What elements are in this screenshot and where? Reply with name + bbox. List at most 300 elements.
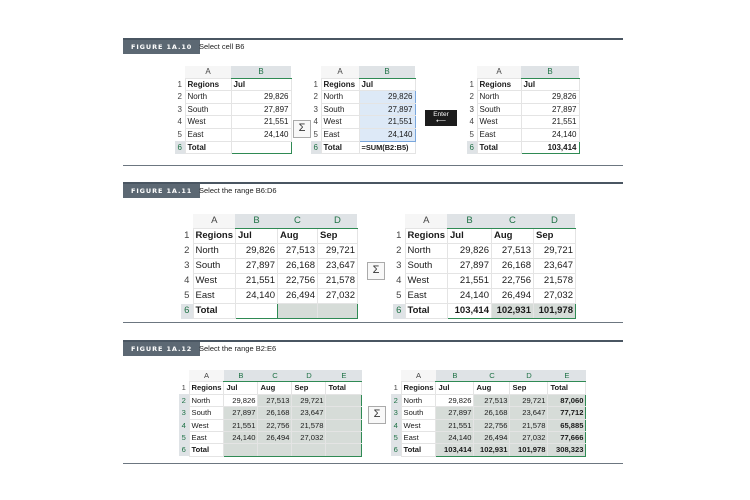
table-row bbox=[391, 394, 586, 406]
row-header[interactable]: 2 bbox=[177, 92, 182, 102]
cell-d1[interactable]: Sep bbox=[292, 382, 326, 394]
cell-b1[interactable]: Jul bbox=[447, 229, 491, 244]
table-row bbox=[391, 432, 586, 444]
figure-1a11 bbox=[123, 182, 623, 324]
column-header-c[interactable]: C bbox=[474, 370, 510, 382]
cell-b1[interactable]: Jul bbox=[436, 382, 474, 394]
row-header[interactable]: 5 bbox=[184, 290, 190, 301]
cell-a6[interactable]: Total bbox=[193, 304, 235, 319]
cell-a3[interactable]: South bbox=[189, 407, 224, 419]
table-row bbox=[181, 229, 357, 244]
table-row bbox=[175, 141, 291, 154]
cell-b3[interactable]: 27,897 bbox=[359, 103, 415, 116]
table-row bbox=[391, 419, 586, 431]
cell-c2[interactable]: 27,513 bbox=[474, 394, 510, 406]
row-header[interactable]: 3 bbox=[184, 260, 190, 271]
cell-c1[interactable]: Aug bbox=[277, 229, 317, 244]
column-header-c[interactable]: C bbox=[491, 214, 533, 229]
cell-d3[interactable]: 23,647 bbox=[292, 407, 326, 419]
table-row bbox=[175, 91, 291, 104]
worksheet-result bbox=[467, 66, 580, 154]
figure-label: FIGURE 1A.10 bbox=[123, 40, 200, 54]
cell-d2[interactable]: 29,721 bbox=[292, 394, 326, 406]
column-header-row bbox=[467, 66, 579, 78]
cell-d3[interactable]: 23,647 bbox=[317, 259, 357, 274]
spreadsheet-grid bbox=[175, 66, 292, 154]
cell-e1[interactable]: Total bbox=[326, 382, 362, 394]
cell-b6[interactable]: 103,414 bbox=[436, 444, 474, 456]
cell-d4[interactable]: 21,578 bbox=[533, 274, 575, 289]
cell-e6[interactable]: 308,323 bbox=[548, 444, 586, 456]
worksheet-result bbox=[393, 214, 576, 319]
row-header[interactable]: 2 bbox=[396, 245, 402, 256]
row-header[interactable]: 1 bbox=[313, 79, 318, 89]
table-row bbox=[179, 382, 362, 394]
cell-b6[interactable] bbox=[224, 444, 258, 456]
column-header-d[interactable]: D bbox=[292, 370, 326, 382]
row-header[interactable]: 3 bbox=[469, 104, 474, 114]
column-header-d[interactable]: D bbox=[533, 214, 575, 229]
cell-c2[interactable]: 27,513 bbox=[491, 244, 533, 259]
cell-b1[interactable]: Jul bbox=[235, 229, 277, 244]
column-header-row bbox=[393, 214, 575, 229]
row-header[interactable]: 5 bbox=[396, 290, 402, 301]
cell-a6[interactable]: Total bbox=[321, 141, 359, 154]
table-row bbox=[467, 103, 579, 116]
cell-d2[interactable]: 29,721 bbox=[533, 244, 575, 259]
spreadsheet-grid bbox=[311, 66, 416, 154]
column-header-d[interactable]: D bbox=[510, 370, 548, 382]
cell-d1[interactable]: Sep bbox=[533, 229, 575, 244]
row-header[interactable]: 6 bbox=[391, 444, 401, 456]
table-row bbox=[311, 78, 415, 91]
cell-a3[interactable]: South bbox=[193, 259, 235, 274]
table-row bbox=[179, 419, 362, 431]
column-header-b[interactable]: B bbox=[436, 370, 474, 382]
row-header[interactable]: 1 bbox=[177, 79, 182, 89]
table-row bbox=[175, 116, 291, 129]
cell-d5[interactable]: 27,032 bbox=[317, 289, 357, 304]
cell-b5[interactable]: 24,140 bbox=[447, 289, 491, 304]
worksheet-formula bbox=[311, 66, 416, 154]
column-header-c[interactable]: C bbox=[277, 214, 317, 229]
column-header-row bbox=[179, 370, 362, 382]
corner-cell bbox=[175, 66, 185, 78]
row-header[interactable]: 1 bbox=[393, 383, 398, 393]
cell-a5[interactable]: East bbox=[189, 432, 224, 444]
table-row bbox=[311, 91, 415, 104]
row-header[interactable]: 5 bbox=[391, 432, 401, 444]
cell-a1[interactable]: Regions bbox=[321, 78, 359, 91]
cell-e2[interactable]: 87,060 bbox=[548, 394, 586, 406]
table-row bbox=[179, 432, 362, 444]
column-header-b[interactable]: B bbox=[359, 66, 415, 78]
cell-b4[interactable]: 21,551 bbox=[359, 116, 415, 129]
table-row bbox=[175, 128, 291, 141]
cell-d3[interactable]: 23,647 bbox=[510, 407, 548, 419]
cell-c1[interactable]: Aug bbox=[258, 382, 292, 394]
cell-b5[interactable]: 24,140 bbox=[235, 289, 277, 304]
figure-title: Select the range B2:E6 bbox=[199, 344, 277, 353]
column-header-b[interactable]: B bbox=[235, 214, 277, 229]
column-header-a[interactable]: A bbox=[321, 66, 359, 78]
table-row bbox=[181, 304, 357, 319]
cell-c1[interactable]: Aug bbox=[474, 382, 510, 394]
column-header-a[interactable]: A bbox=[193, 214, 235, 229]
cell-a6[interactable]: Total bbox=[477, 141, 521, 154]
column-header-d[interactable]: D bbox=[317, 214, 357, 229]
cell-e5[interactable]: 77,666 bbox=[548, 432, 586, 444]
figure-1a10 bbox=[123, 38, 623, 168]
row-header[interactable]: 4 bbox=[184, 275, 190, 286]
cell-e3[interactable]: 77,712 bbox=[548, 407, 586, 419]
cell-b2[interactable]: 29,826 bbox=[231, 91, 291, 104]
enter-arrow-icon: ⟵ bbox=[435, 118, 447, 125]
cell-b1[interactable]: Jul bbox=[359, 78, 415, 91]
active-cell-b2[interactable]: 29,826 bbox=[224, 394, 258, 406]
cell-b4[interactable]: 21,551 bbox=[447, 274, 491, 289]
cell-c6[interactable]: 102,931 bbox=[491, 304, 533, 319]
row-header[interactable]: 5 bbox=[469, 129, 474, 139]
row-header[interactable]: 6 bbox=[179, 444, 189, 456]
cell-a1[interactable]: Regions bbox=[401, 382, 436, 394]
cell-d1[interactable]: Sep bbox=[510, 382, 548, 394]
cell-b1[interactable]: Jul bbox=[224, 382, 258, 394]
cell-b5[interactable]: 24,140 bbox=[359, 128, 415, 141]
row-header[interactable]: 2 bbox=[179, 394, 189, 406]
cell-b3[interactable]: 27,897 bbox=[521, 103, 579, 116]
cell-a2[interactable]: North bbox=[185, 91, 231, 104]
table-row bbox=[175, 103, 291, 116]
cell-a1[interactable]: Regions bbox=[189, 382, 224, 394]
row-header[interactable]: 6 bbox=[175, 141, 185, 154]
cell-b2[interactable]: 29,826 bbox=[521, 91, 579, 104]
cell-d4[interactable]: 21,578 bbox=[292, 419, 326, 431]
table-row bbox=[179, 394, 362, 406]
column-header-b[interactable]: B bbox=[447, 214, 491, 229]
figure-divider bbox=[123, 165, 623, 166]
cell-b2[interactable]: 29,826 bbox=[447, 244, 491, 259]
cell-d1[interactable]: Sep bbox=[317, 229, 357, 244]
row-header[interactable]: 1 bbox=[396, 230, 402, 241]
cell-c4[interactable]: 22,756 bbox=[258, 419, 292, 431]
table-row bbox=[393, 289, 575, 304]
table-row bbox=[181, 274, 357, 289]
cell-e4[interactable]: 65,885 bbox=[548, 419, 586, 431]
autosum-sigma-icon[interactable]: Σ bbox=[368, 406, 386, 424]
cell-a3[interactable]: South bbox=[405, 259, 447, 274]
spreadsheet-grid bbox=[391, 370, 586, 457]
row-header[interactable]: 5 bbox=[177, 129, 182, 139]
row-header[interactable]: 4 bbox=[391, 419, 401, 431]
table-row bbox=[181, 289, 357, 304]
cell-a3[interactable]: South bbox=[321, 103, 359, 116]
corner-cell bbox=[181, 214, 193, 229]
column-header-b[interactable]: B bbox=[224, 370, 258, 382]
row-header[interactable]: 4 bbox=[179, 419, 189, 431]
cell-e6[interactable] bbox=[326, 444, 362, 456]
row-header[interactable]: 6 bbox=[181, 304, 193, 319]
spreadsheet-grid bbox=[393, 214, 576, 319]
corner-cell bbox=[179, 370, 189, 382]
cell-e1[interactable]: Total bbox=[548, 382, 586, 394]
autosum-sigma-icon[interactable]: Σ bbox=[293, 120, 311, 138]
table-row bbox=[393, 244, 575, 259]
cell-d4[interactable]: 21,578 bbox=[510, 419, 548, 431]
table-row bbox=[311, 103, 415, 116]
cell-c5[interactable]: 26,494 bbox=[277, 289, 317, 304]
cell-b4[interactable]: 21,551 bbox=[521, 116, 579, 129]
formula-cell-b6[interactable]: =SUM(B2:B5) bbox=[359, 141, 415, 154]
enter-key-label: Enter bbox=[433, 111, 449, 118]
cell-d6[interactable] bbox=[317, 304, 357, 319]
row-header[interactable]: 6 bbox=[467, 141, 477, 154]
spreadsheet-grid bbox=[181, 214, 358, 319]
cell-b4[interactable]: 21,551 bbox=[436, 419, 474, 431]
table-row bbox=[311, 141, 415, 154]
table-row bbox=[393, 259, 575, 274]
table-row bbox=[181, 244, 357, 259]
cell-c4[interactable]: 22,756 bbox=[491, 274, 533, 289]
worksheet-before bbox=[181, 214, 358, 319]
cell-b5[interactable]: 24,140 bbox=[231, 128, 291, 141]
column-header-row bbox=[181, 214, 357, 229]
cell-e2[interactable] bbox=[326, 394, 362, 406]
cell-a5[interactable]: East bbox=[185, 128, 231, 141]
corner-cell bbox=[311, 66, 321, 78]
column-header-e[interactable]: E bbox=[326, 370, 362, 382]
table-row bbox=[467, 116, 579, 129]
cell-a2[interactable]: North bbox=[193, 244, 235, 259]
active-cell-b2[interactable]: 29,826 bbox=[436, 394, 474, 406]
cell-b3[interactable]: 27,897 bbox=[436, 407, 474, 419]
cell-d2[interactable]: 29,721 bbox=[510, 394, 548, 406]
cell-c5[interactable]: 26,494 bbox=[258, 432, 292, 444]
column-header-row bbox=[391, 370, 586, 382]
cell-a3[interactable]: South bbox=[185, 103, 231, 116]
row-header[interactable]: 2 bbox=[184, 245, 190, 256]
row-header[interactable]: 6 bbox=[393, 304, 405, 319]
table-row bbox=[467, 128, 579, 141]
row-header[interactable]: 2 bbox=[469, 92, 474, 102]
figure-header bbox=[123, 340, 623, 357]
row-header[interactable]: 5 bbox=[313, 129, 318, 139]
cell-a1[interactable]: Regions bbox=[405, 229, 447, 244]
cell-d6[interactable]: 101,978 bbox=[510, 444, 548, 456]
table-row bbox=[179, 407, 362, 419]
table-row bbox=[311, 116, 415, 129]
cell-a6[interactable]: Total bbox=[189, 444, 224, 456]
table-row bbox=[391, 382, 586, 394]
row-header[interactable]: 3 bbox=[396, 260, 402, 271]
cell-b5[interactable]: 24,140 bbox=[436, 432, 474, 444]
cell-c4[interactable]: 22,756 bbox=[474, 419, 510, 431]
column-header-row bbox=[311, 66, 415, 78]
table-row bbox=[467, 141, 579, 154]
cell-a4[interactable]: West bbox=[189, 419, 224, 431]
cell-a6[interactable]: Total bbox=[405, 304, 447, 319]
row-header[interactable]: 3 bbox=[177, 104, 182, 114]
cell-a1[interactable]: Regions bbox=[185, 78, 231, 91]
cell-b4[interactable]: 21,551 bbox=[235, 274, 277, 289]
cell-c3[interactable]: 26,168 bbox=[491, 259, 533, 274]
cell-c2[interactable]: 27,513 bbox=[277, 244, 317, 259]
column-header-c[interactable]: C bbox=[258, 370, 292, 382]
cell-c3[interactable]: 26,168 bbox=[277, 259, 317, 274]
cell-d5[interactable]: 27,032 bbox=[292, 432, 326, 444]
cell-c4[interactable]: 22,756 bbox=[277, 274, 317, 289]
cell-a4[interactable]: West bbox=[405, 274, 447, 289]
cell-c3[interactable]: 26,168 bbox=[258, 407, 292, 419]
cell-b4[interactable]: 21,551 bbox=[224, 419, 258, 431]
corner-cell bbox=[393, 214, 405, 229]
corner-cell bbox=[467, 66, 477, 78]
table-row bbox=[467, 78, 579, 91]
figure-divider bbox=[123, 463, 623, 464]
cell-c3[interactable]: 26,168 bbox=[474, 407, 510, 419]
cell-d4[interactable]: 21,578 bbox=[317, 274, 357, 289]
cell-a5[interactable]: East bbox=[401, 432, 436, 444]
figure-title: Select the range B6:D6 bbox=[199, 186, 277, 195]
cell-b2[interactable]: 29,826 bbox=[359, 91, 415, 104]
cell-b3[interactable]: 27,897 bbox=[231, 103, 291, 116]
cell-e4[interactable] bbox=[326, 419, 362, 431]
cell-a2[interactable]: North bbox=[477, 91, 521, 104]
cell-a4[interactable]: West bbox=[185, 116, 231, 129]
autosum-sigma-icon[interactable]: Σ bbox=[367, 262, 385, 280]
cell-d6[interactable] bbox=[292, 444, 326, 456]
cell-a4[interactable]: West bbox=[477, 116, 521, 129]
cell-a4[interactable]: West bbox=[401, 419, 436, 431]
cell-e3[interactable] bbox=[326, 407, 362, 419]
cell-d5[interactable]: 27,032 bbox=[510, 432, 548, 444]
cell-c1[interactable]: Aug bbox=[491, 229, 533, 244]
table-row bbox=[311, 128, 415, 141]
cell-a3[interactable]: South bbox=[401, 407, 436, 419]
table-row bbox=[467, 91, 579, 104]
row-header[interactable]: 4 bbox=[469, 117, 474, 127]
cell-b3[interactable]: 27,897 bbox=[447, 259, 491, 274]
enter-key-icon[interactable] bbox=[425, 110, 457, 126]
corner-cell bbox=[391, 370, 401, 382]
worksheet-before bbox=[175, 66, 292, 154]
cell-a6[interactable]: Total bbox=[401, 444, 436, 456]
cell-c6[interactable]: 102,931 bbox=[474, 444, 510, 456]
worksheet-before bbox=[179, 370, 362, 457]
row-header[interactable]: 6 bbox=[311, 141, 321, 154]
active-cell-b6[interactable] bbox=[231, 141, 291, 154]
cell-b3[interactable]: 27,897 bbox=[224, 407, 258, 419]
cell-a5[interactable]: East bbox=[405, 289, 447, 304]
cell-b4[interactable]: 21,551 bbox=[231, 116, 291, 129]
column-header-a[interactable]: A bbox=[405, 214, 447, 229]
cell-a1[interactable]: Regions bbox=[477, 78, 521, 91]
row-header[interactable]: 1 bbox=[184, 230, 190, 241]
active-cell-b6[interactable] bbox=[235, 304, 277, 319]
row-header[interactable]: 2 bbox=[313, 92, 318, 102]
row-header[interactable]: 3 bbox=[179, 407, 189, 419]
row-header[interactable]: 5 bbox=[179, 432, 189, 444]
cell-a5[interactable]: East bbox=[321, 128, 359, 141]
column-header-b[interactable]: B bbox=[521, 66, 579, 78]
column-header-a[interactable]: A bbox=[185, 66, 231, 78]
column-header-a[interactable]: A bbox=[477, 66, 521, 78]
cell-a5[interactable]: East bbox=[193, 289, 235, 304]
table-row bbox=[391, 407, 586, 419]
table-row bbox=[393, 274, 575, 289]
spreadsheet-grid bbox=[467, 66, 580, 154]
column-header-e[interactable]: E bbox=[548, 370, 586, 382]
column-header-row bbox=[175, 66, 291, 78]
cell-a2[interactable]: North bbox=[321, 91, 359, 104]
cell-c2[interactable]: 27,513 bbox=[258, 394, 292, 406]
cell-a4[interactable]: West bbox=[321, 116, 359, 129]
row-header[interactable]: 3 bbox=[391, 407, 401, 419]
column-header-a[interactable]: A bbox=[189, 370, 224, 382]
cell-a2[interactable]: North bbox=[189, 394, 224, 406]
cell-c6[interactable] bbox=[277, 304, 317, 319]
column-header-a[interactable]: A bbox=[401, 370, 436, 382]
cell-a1[interactable]: Regions bbox=[193, 229, 235, 244]
row-header[interactable]: 1 bbox=[469, 79, 474, 89]
worksheet-result bbox=[391, 370, 586, 457]
row-header[interactable]: 4 bbox=[313, 117, 318, 127]
table-row bbox=[181, 259, 357, 274]
figure-title: Select cell B6 bbox=[199, 42, 245, 51]
cell-e5[interactable] bbox=[326, 432, 362, 444]
cell-b2[interactable]: 29,826 bbox=[235, 244, 277, 259]
figure-label: FIGURE 1A.11 bbox=[123, 184, 200, 198]
cell-d6[interactable]: 101,978 bbox=[533, 304, 575, 319]
figure-1a12 bbox=[123, 340, 623, 465]
figure-header bbox=[123, 38, 623, 55]
row-header[interactable]: 4 bbox=[396, 275, 402, 286]
table-row bbox=[393, 229, 575, 244]
spreadsheet-grid bbox=[179, 370, 362, 457]
cell-a2[interactable]: North bbox=[401, 394, 436, 406]
active-cell-b6[interactable]: 103,414 bbox=[521, 141, 579, 154]
cell-d5[interactable]: 27,032 bbox=[533, 289, 575, 304]
cell-a4[interactable]: West bbox=[193, 274, 235, 289]
column-header-b[interactable]: B bbox=[231, 66, 291, 78]
row-header[interactable]: 3 bbox=[313, 104, 318, 114]
row-header[interactable]: 4 bbox=[177, 117, 182, 127]
figure-label: FIGURE 1A.12 bbox=[123, 342, 200, 356]
cell-d3[interactable]: 23,647 bbox=[533, 259, 575, 274]
row-header[interactable]: 1 bbox=[181, 383, 186, 393]
cell-a6[interactable]: Total bbox=[185, 141, 231, 154]
cell-b1[interactable]: Jul bbox=[231, 78, 291, 91]
cell-b6[interactable]: 103,414 bbox=[447, 304, 491, 319]
cell-a5[interactable]: East bbox=[477, 128, 521, 141]
cell-c5[interactable]: 26,494 bbox=[491, 289, 533, 304]
cell-b1[interactable]: Jul bbox=[521, 78, 579, 91]
table-row bbox=[179, 444, 362, 456]
cell-b5[interactable]: 24,140 bbox=[224, 432, 258, 444]
table-row bbox=[393, 304, 575, 319]
figure-header bbox=[123, 182, 623, 199]
row-header[interactable]: 2 bbox=[391, 394, 401, 406]
cell-d2[interactable]: 29,721 bbox=[317, 244, 357, 259]
cell-c5[interactable]: 26,494 bbox=[474, 432, 510, 444]
table-row bbox=[175, 78, 291, 91]
cell-a2[interactable]: North bbox=[405, 244, 447, 259]
cell-b5[interactable]: 24,140 bbox=[521, 128, 579, 141]
cell-b3[interactable]: 27,897 bbox=[235, 259, 277, 274]
cell-a3[interactable]: South bbox=[477, 103, 521, 116]
cell-c6[interactable] bbox=[258, 444, 292, 456]
figure-divider bbox=[123, 322, 623, 323]
